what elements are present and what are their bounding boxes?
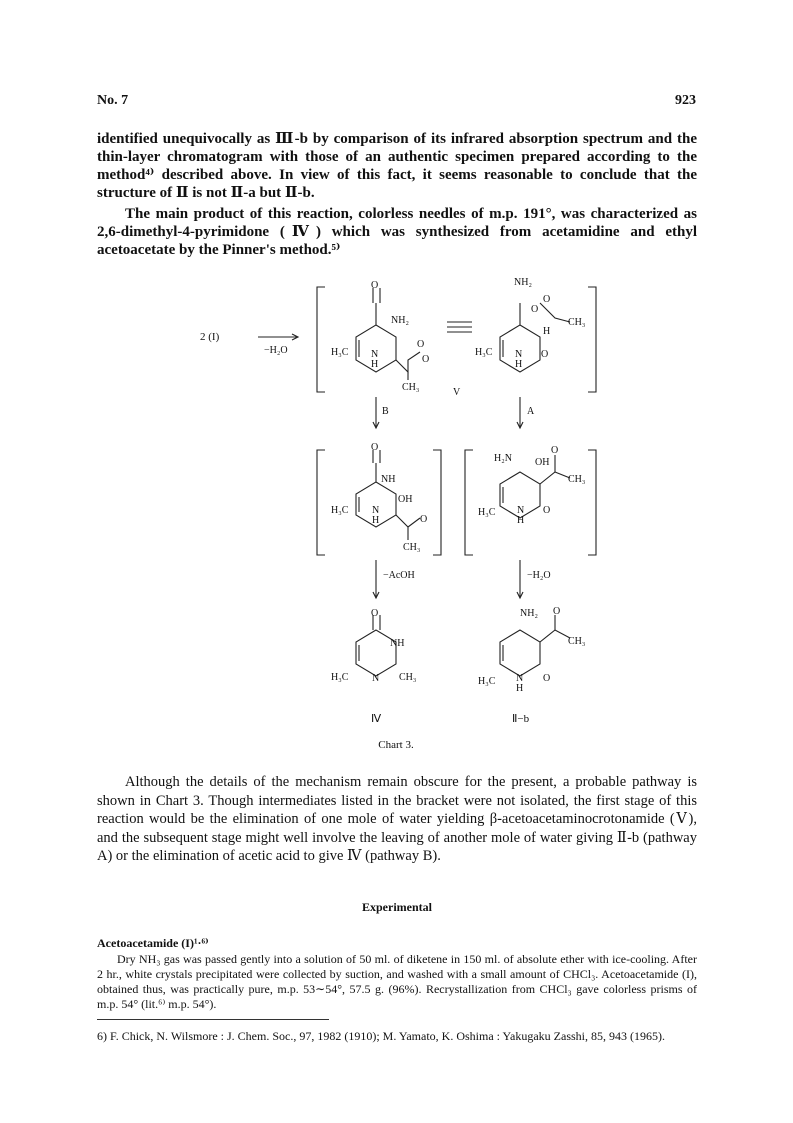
chart-3-scheme (0, 265, 793, 765)
minus-water-label-2: −H₂O (527, 570, 551, 581)
atom-h: H (517, 515, 525, 526)
atom-n: N (372, 673, 380, 684)
atom-ch3: CH₃ (403, 542, 421, 553)
atom-nh: NH (381, 474, 396, 485)
paragraph-1: identified unequivocally as Ⅲ-b by comparison of its infrared absorption spectrum and the thin-layer chromatogram with those of an authentic specimen prepared according to the method⁴⁾ described above. In view of this fact, it seems reasonable to conclude that the structure of Ⅱ is not Ⅱ-a but Ⅱ-b. (97, 131, 697, 201)
pathway-b-label: B (382, 406, 389, 417)
atom-nh: NH (390, 638, 405, 649)
atom-o: O (543, 294, 551, 305)
atom-nh2: NH₂ (514, 277, 532, 288)
atom-oh: OH (398, 494, 413, 505)
minus-water-label: −H₂O (264, 345, 288, 356)
chart-caption: Chart 3. (378, 739, 414, 751)
atom-o: O (422, 354, 430, 365)
experimental-heading: Experimental (362, 900, 432, 914)
compound-v-label: V (453, 387, 461, 398)
atom-o: O (543, 505, 551, 516)
compound-iv-label: Ⅳ (371, 713, 382, 725)
minus-acoh-label: −AcOH (383, 570, 415, 581)
page-number: 923 (675, 93, 696, 108)
atom-ch3: CH₃ (568, 474, 586, 485)
atom-h3c: H₃C (331, 505, 349, 516)
pathway-a-label: A (527, 406, 535, 417)
atom-o: O (417, 339, 425, 350)
atom-h3c: H₃C (331, 347, 349, 358)
atom-ch3: CH₃ (568, 317, 586, 328)
atom-nh2: NH₂ (391, 315, 409, 326)
atom-h: H (543, 326, 551, 337)
atom-ch3: CH₃ (402, 382, 420, 393)
atom-h: H (516, 683, 524, 694)
atom-h: H (515, 359, 523, 370)
atom-o: O (543, 673, 551, 684)
atom-ch3: CH₃ (568, 636, 586, 647)
atom-h2n: H₂N (494, 453, 512, 464)
atom-o: O (553, 606, 561, 617)
atom-n: N (517, 505, 525, 516)
paragraph-2: The main product of this reaction, colorless needles of m.p. 191°, was characterized as 2,6-dimethyl-4-pyrimidone (Ⅳ) which was synthesized from acetamidine and ethyl acetoacetate by the Pinner's method.⁵⁾ (97, 206, 697, 258)
atom-h3c: H₃C (478, 507, 496, 518)
atom-o: O (371, 442, 379, 453)
atom-ch3: CH₃ (399, 672, 417, 683)
atom-o: O (371, 280, 379, 291)
atom-n: N (371, 349, 379, 360)
footnote-divider (97, 1019, 329, 1020)
atom-h3c: H₃C (475, 347, 493, 358)
atom-o: O (420, 514, 428, 525)
paragraph-3: Although the details of the mechanism remain obscure for the present, a probable pathway is shown in Chart 3. Though intermediates listed in the bracket were not isolated, the first stage of this reaction would be the elimination of one mole of water yielding β-acetoacetaminocrotonamide (Ⅴ), and the subsequent stage might well involve the leaving of another mole of water giving Ⅱ-b (pathway A) or the elimination of acetic acid to give Ⅳ (pathway B). (97, 774, 697, 864)
atom-nh2: NH₂ (520, 608, 538, 619)
atom-o: O (541, 349, 549, 360)
compound-iib-label: Ⅱ−b (512, 713, 530, 725)
reactant-label: 2 (I) (200, 331, 220, 343)
atom-o: O (531, 304, 539, 315)
atom-h: H (371, 359, 379, 370)
experimental-subheading: Acetoacetamide (I)¹·⁶⁾ (97, 936, 209, 950)
atom-h3c: H₃C (478, 676, 496, 687)
atom-oh: OH (535, 457, 550, 468)
atom-o: O (551, 445, 559, 456)
atom-h3c: H₃C (331, 672, 349, 683)
atom-h: H (372, 515, 380, 526)
atom-n: N (515, 349, 523, 360)
atom-o: O (371, 608, 379, 619)
experimental-body: Dry NH₃ gas was passed gently into a solution of 50 ml. of diketene in 150 ml. of absolute ether with ice-cooling. After 2 hr., white crystals precipitated were collected by suction, and washed with a small amount of CHCl₃. Acetoacetamide (I), obtained thus, was practically pure, m.p. 53∼54°, 57.5 g. (96%). Recrystallization from CHCl₃ gave colorless prisms of m.p. 54° (lit.⁶⁾ m.p. 54°). (97, 952, 697, 1011)
journal-issue: No. 7 (97, 93, 129, 108)
atom-n: N (516, 673, 524, 684)
atom-n: N (372, 505, 380, 516)
footnote: 6) F. Chick, N. Wilsmore : J. Chem. Soc., 97, 1982 (1910); M. Yamato, K. Oshima : Yakugaku Zasshi, 85, 943 (1965). (97, 1029, 665, 1043)
